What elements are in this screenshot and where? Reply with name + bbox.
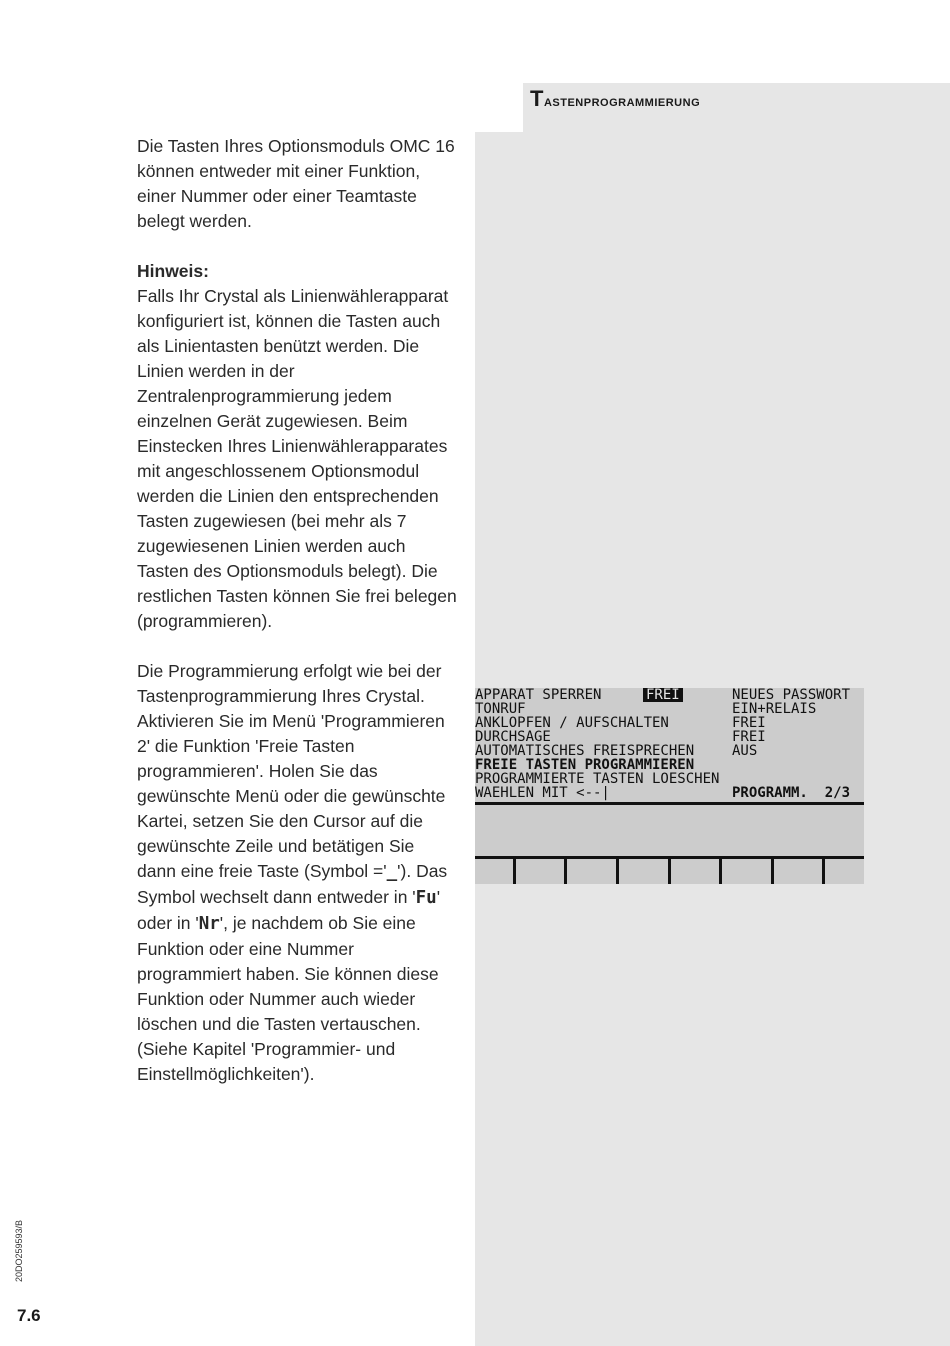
display-row-right: EIN+RELAIS — [732, 701, 817, 717]
instructions-part-2: '). Das Symbol wechselt dann entweder in ' — [137, 861, 448, 907]
display-row-left: PROGRAMMIERTE TASTEN LOESCHEN — [475, 771, 720, 787]
page-title — [530, 86, 700, 112]
softkey-divider — [513, 859, 516, 884]
page-title-initial: T — [530, 86, 544, 111]
instructions-part-4: ', je nachdem ob Sie eine Funktion oder eine Nummer programmiert haben. Sie können diese Funktion oder Nummer auch wieder löschen und die Tasten vertauschen. (Siehe Kapitel 'Programmier- und Einstellmöglichkeiten'). — [137, 913, 439, 1084]
display-row — [475, 729, 766, 745]
number-symbol: Nr — [198, 914, 220, 934]
instructions-part-1: Die Programmierung erfolgt wie bei der Tastenprogrammierung Ihres Crystal. Aktivieren Sie im Menü 'Programmieren 2' die Funktion 'Freie Tasten programmieren'. Holen Sie das gewünschte Menü oder die gewünschte Kartei, setzen Sie den Cursor auf die gewünschte Zeile und betätigen Sie dann eine freie Taste (Symbol =' — [137, 661, 446, 881]
display-divider — [475, 802, 864, 805]
display-menu-indicator: PROGRAMM. 2/3 — [732, 785, 851, 801]
display-row-right: FREI — [732, 715, 766, 731]
display-row — [475, 687, 851, 703]
softkey-divider — [771, 859, 774, 884]
display-row-left: WAEHLEN MIT <--| — [475, 785, 610, 801]
display-row-left: ANKLOPFEN / AUFSCHALTEN — [475, 715, 669, 731]
display-row-right: FREI — [732, 729, 766, 745]
display-row — [475, 785, 851, 801]
display-row — [475, 771, 720, 787]
display-row-left: TONRUF — [475, 701, 526, 717]
display-row — [475, 701, 817, 717]
display-row-left: FREIE TASTEN PROGRAMMIEREN — [475, 757, 695, 773]
page-number: 7.6 — [17, 1306, 41, 1325]
display-row — [475, 715, 766, 731]
body-text — [137, 134, 457, 1087]
display-row-right: NEUES PASSWORT — [732, 687, 851, 703]
phone-display — [475, 688, 864, 884]
intro-paragraph: Die Tasten Ihres Optionsmoduls OMC 16 können entweder mit einer Funktion, einer Nummer oder einer Teamtaste belegt werden. — [137, 136, 455, 231]
softkey-divider — [719, 859, 722, 884]
softkey-divider — [564, 859, 567, 884]
softkey-divider — [822, 859, 825, 884]
display-row-left: AUTOMATISCHES FREISPRECHEN — [475, 743, 695, 759]
display-row-left: DURCHSAGE — [475, 729, 551, 745]
softkey-divider — [616, 859, 619, 884]
document-code: 20DO259593/B — [14, 1219, 24, 1282]
display-row-right: AUS — [732, 743, 758, 759]
hint-paragraph: Falls Ihr Crystal als Linienwählerapparat konfiguriert ist, können die Tasten auch als Linientasten benützt werden. Die Linien werden in der Zentralenprogrammierung jedem einzelnen Gerät zugewiesen. Beim Einstecken Ihres Linienwählerapparates mit angeschlossenem Optionsmodul werden die Linien den entsprechenden Tasten zugewiesen (bei mehr als 7 zugewiesenen Linien werden auch Tasten des Optionsmoduls belegt). Die restlichen Tasten können Sie frei belegen (programmieren). — [137, 286, 457, 631]
softkey-divider — [668, 859, 671, 884]
instructions-part-3: ' oder in ' — [137, 887, 441, 933]
display-row-selected: FREI — [643, 688, 683, 702]
page-title-rest: astenprogrammierung — [543, 93, 701, 110]
free-key-symbol: _ — [386, 862, 398, 882]
display-row-left: APPARAT SPERREN — [475, 687, 602, 703]
instructions-paragraph — [137, 659, 457, 1087]
function-symbol: Fu — [415, 888, 437, 908]
display-row-highlighted — [475, 757, 695, 773]
display-row — [475, 743, 758, 759]
hint-heading: Hinweis: — [137, 261, 209, 281]
